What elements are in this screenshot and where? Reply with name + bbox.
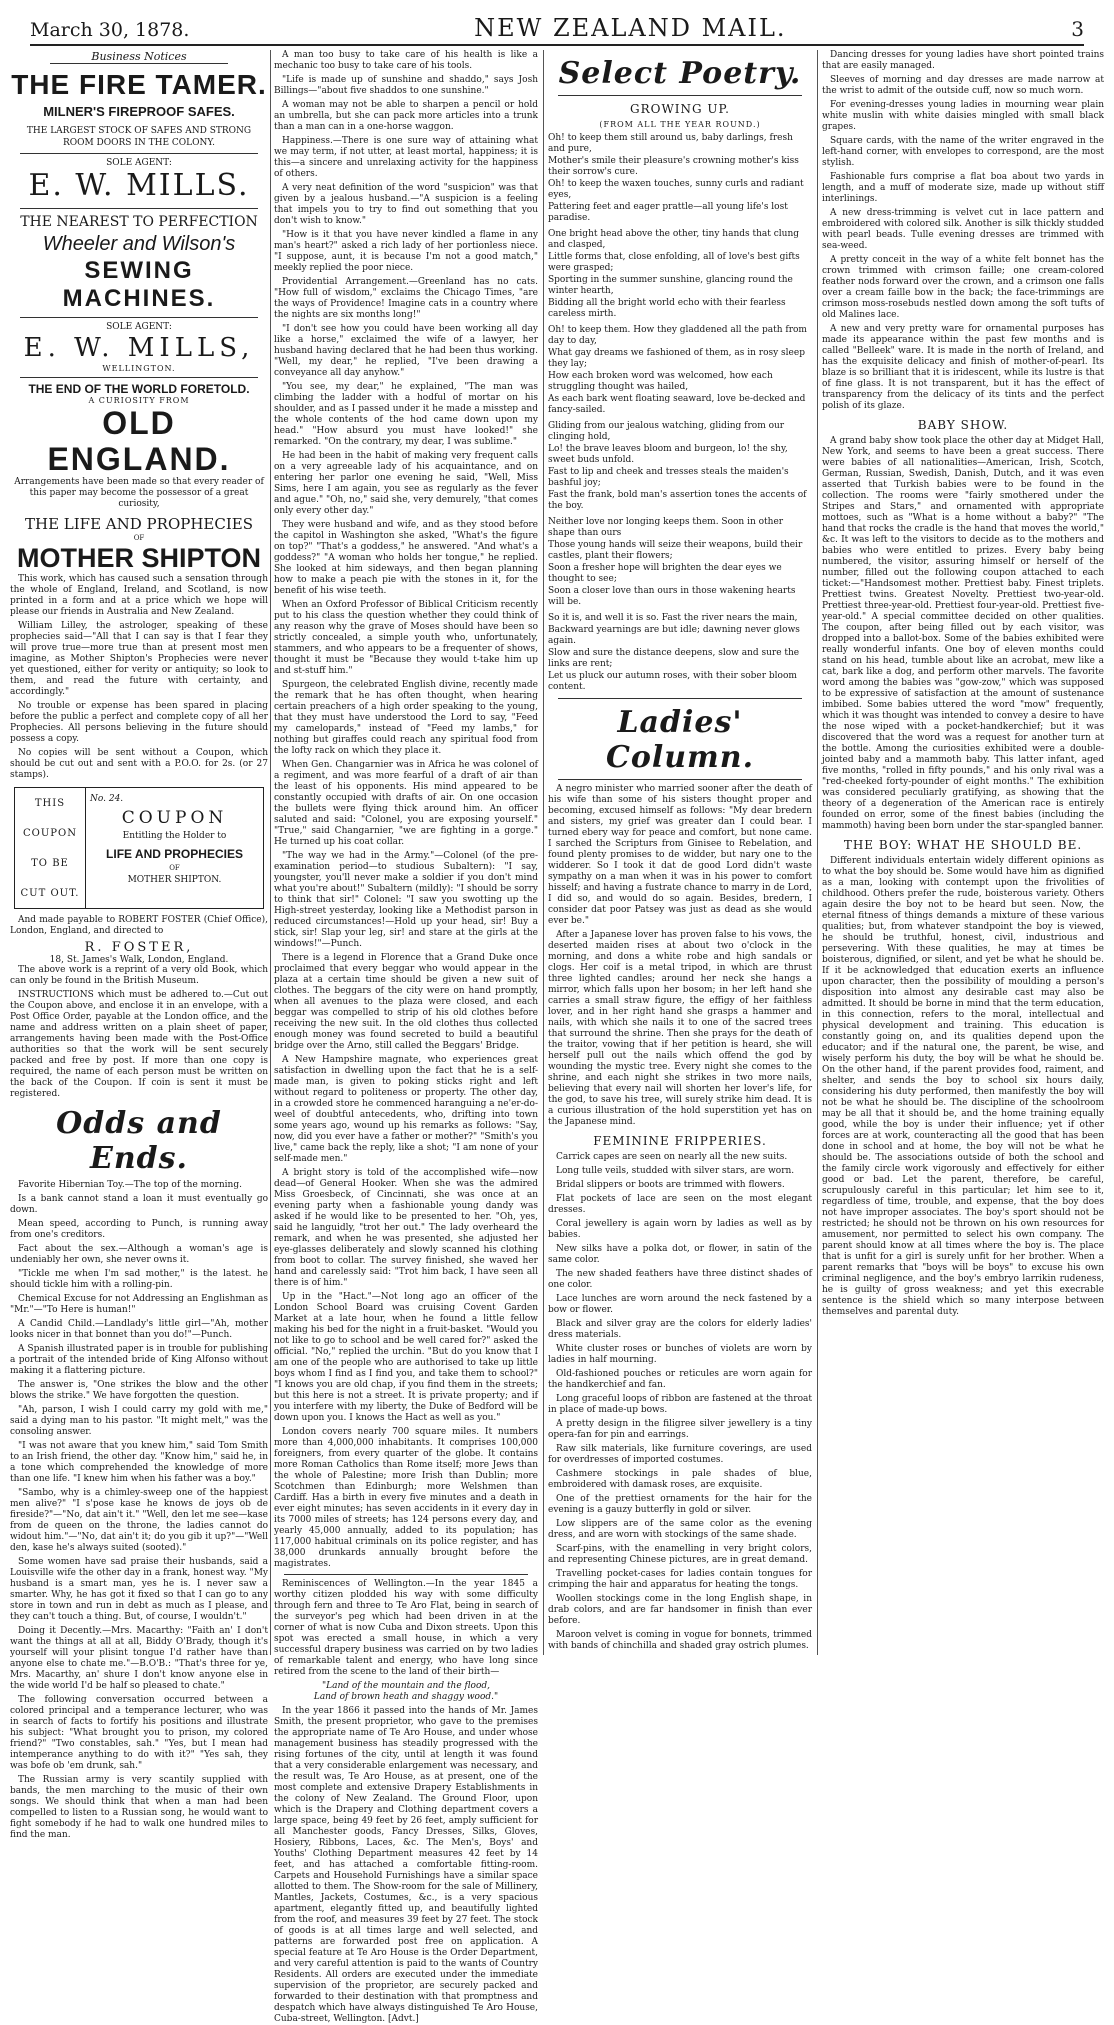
sole-agent-label: SOLE AGENT: [106,158,172,168]
column-3 [548,50,812,1660]
baby-show-heading: BABY SHOW. [917,418,1009,432]
poem-title: GROWING UP. [629,102,730,116]
poem-line: How each broken word was welcomed, how each struggling thought was hailed, [548,371,773,392]
foster-address: 18, St. James's Walk, London, England. [49,955,229,965]
body-paragraph: This work, which has caused such a sensation through the whole of England, Ireland, and Scotland, is now printed in a form and at a price which we hope will please our friends in Australia and New Zealand. [10,574,268,617]
odds-item: Doing it Decently.—Mrs. Macarthy: "Faith an' I don't want the things at all at all, Biddy O'Brady, though it's yourself will your plisint tongue I'd rather have than anyone else to chate me."—B.O'B.: "That's three for ye, Mrs. Macarthy, an' shure I don't know anyone else in the wide world I'd be half so pleased to chate." [10,1626,268,1691]
fashion-item: Long tulle veils, studded with silver stars, are worn. [556,1166,795,1176]
divider [20,153,258,154]
odds-item: The following conversation occurred between a colored principal and a temperance lecturer, who was in search of facts to fortify his positions and illustrate his subject: "What brought you to prison, my colored friend?" "Two constables, sah." "Yes, but I mean had intemperance anything to do with it?" "Yes sah, they was bofe ob 'em drunk, sah." [10,1695,268,1771]
coupon-body [86,788,263,908]
page-number: 3 [1071,17,1084,41]
divider [20,317,258,318]
fashion-item: Coral jewellery is again worn by ladies as well as by babies. [548,1219,812,1240]
coupon-stub-text: TO BE [31,857,69,869]
odds-item: He had been in the habit of making very frequent calls on a very agreeable lady of his acquaintance, and on entering her parlor one evening he said, "Well, Miss Sims, here I am again, you see as regularly as the fever and ague." "Oh, no," said she, very demurely, "that comes only every other day." [274,451,538,516]
coupon-mother: MOTHER SHIPTON. [127,875,222,885]
nearest-perfection: THE NEAREST TO PERFECTION [20,214,258,230]
article-paragraph: A negro minister who married sooner after the death of his wife than some of his sisters thought proper and becoming, excused himself as follows: "My dear bredern and sisters, my grief was greater dan I could bear. I turned ebery way for peace and comfort, but none came. I sarched the Scripturs from Ginisee to Rebelation, and found plenty promises to de widder, but nary one to the widderer. So I took it dat de good Lord didn't waste sympathy on a man when it was in his power to comfort hisself; and having a fustrate chance to marry in de Lord, I did so, and would do so again. Besides, bredern, I consider dat poor Patsey was just as dead as she would ever be." [548,784,812,926]
odds-item: "How is it that you have never kindled a flame in any man's heart?" asked a rich lady of her portionless niece. "I suppose, aunt, it is because I'm not a good match," meekly replied the poor niece. [274,230,538,273]
odds-item: "Ah, parson, I wish I could carry my gold with me," said a dying man to his pastor. "It might melt," was the consoling answer. [10,1405,268,1437]
odds-item: Providential Arrangement.—Greenland has no cats. "How full of wisdom," exclaims the Chicago Times, "are the ways of Providence! Imagine cats in a country where the nights are six months long!" [274,277,538,320]
odds-item: The answer is, "One strikes the blow and the other blows the strike." We have forgotten the question. [10,1380,268,1401]
divider [20,377,258,378]
poem-line: Lo! the brave leaves bloom and burgeon, lo! the shy, sweet buds unfold. [548,444,788,465]
largest-stock: THE LARGEST STOCK OF SAFES AND STRONG ROOM DOORS IN THE COLONY. [26,126,252,148]
odds-item: A New Hampshire magnate, who experiences great satisfaction in dwelling upon the fact that he is a self-made man, is given to poking sticks right and left without regard to politeness or property. The other day, in a crowded store he commenced haranguing a ne'er-do-weel of doubtful antecedents, who, drifting into town some years ago, wound up his remarks as follows: "Say, now, did you ever have a father or mother?" "Smith's you live," came back the reply, like a shot; "I am none of your self-made men." [274,1055,538,1164]
curiosity-label: A CURIOSITY FROM [88,396,190,405]
odds-item: Some women have sad praise their husbands, said a Louisville wife the other day in a frank, honest way. "My husband is a smart man, yes he is. I never saw a smarter. Why, he has got it fixed so that I can go to any store in town and run in debt as much as I please, and they can't touch a thing. But, of course, I wouldn't." [10,1557,268,1622]
poem-line: Slow and sure the distance deepens, slow and sure the links are rent; [548,648,800,669]
fashion-item: Black and silver gray are the colors for elderly ladies' dress materials. [548,1319,812,1340]
coupon-box [14,787,264,909]
odds-item: Favorite Hibernian Toy.—The top of the morning. [18,1180,242,1190]
poem-line: Oh! to keep the waxen touches, sunny curls and radiant eyes, [548,179,804,200]
business-notices-heading: Business Notices [50,50,228,64]
odds-item: A Spanish illustrated paper is in trouble for publishing a portrait of the intended bride of King Alfonso without making it a flattering picture. [10,1344,268,1376]
poem-line: Soon a fresher hope will brighten the dear eyes we thought to see; [548,563,782,584]
poem-line: Neither love nor longing keeps them. Soon in other shape than ours [548,517,784,538]
odds-item: Is a bank cannot stand a loan it must eventually go down. [10,1194,268,1215]
fashion-item: Dancing dresses for young ladies have short pointed trains that are easily managed. [822,50,1104,71]
coupon-stub-text: THIS [34,797,66,809]
select-poetry-heading: Select Poetry. [558,56,802,91]
fashion-item: Old-fashioned pouches or reticules are worn again for the handkerchief and fan. [548,1369,812,1390]
coupon-stub-text: COUPON [23,827,77,839]
odds-item: There is a legend in Florence that a Grand Duke once proclaimed that every beggar who would appear in the plaza at a certain time should be given a new suit of clothes. The beggars of the city were on hand promptly, when all avenues to the plaza were closed, and each beggar was compelled to strip of his old clothes before receiving the new suit. In the old clothes thus collected enough money was found secreted to build a beautiful bridge over the Arno, still called the Beggars' Bridge. [274,953,538,1051]
odds-item: The Russian army is very scantily supplied with bands, the men marching to the music of their own songs. We should think that when a man had been compelled to listen to a Russian song, he would want to fight somebody if he had to walk one hundred miles to find the man. [10,1775,268,1840]
odds-item: "I don't see how you could have been working all day like a horse," exclaimed the wife of a lawyer, her husband having declared that he had been thus working. "Well, my dear," he replied, "I've been drawing a conveyance all day anyhow." [274,324,538,378]
poem-source: (FROM ALL THE YEAR ROUND.) [599,120,761,129]
odds-item: "I was not aware that you knew him," said Tom Smith to an Irish friend, the other day. "Know him," said he, in a tone which comprehended the knowledge of more than one life. "I knew him when his father was a boy." [10,1441,268,1484]
article-paragraph: Different individuals entertain widely different opinions as to what the boy should be. Some would have him as dignified as a man, looking with contempt upon the frivolities of childhood. Others prefer the rude, boisterous variety. Others again desire the boy not to be heard but seen. Now, the eternal fitness of things demands a mixture of these various qualities; but, from whatever standpoint the boy is viewed, he should be truthful, honest, civil, industrious and persevering. With these qualities, he may at times be boisterous, dignified, or silent, and yet be what he should be. If it be acknowledged that education exerts an influence upon character, then the possibility of moulding a person's disposition into almost any desirable cast may also be admitted. It should be borne in mind that the term education, in this connection, refers to the moral, intellectual and physical development and training. This education is constantly going on, and its qualities depend upon the educator; and if the natural one, the parent, be wise, and wisely perform his duty, the boy will be what he should be. On the other hand, if the parent provides food, raiment, and shelter, and sends the boy to school six hours daily, considering his duty performed, then manifestly the boy will not be what he should be. The discipline of the schoolroom may be all that it should be, and the home training equally good, while the boy is under their influence; yet if other forces are at work, counteracting all the good that has been done in school and at home, the boy will not be what he should be. The associations outside of both the school and the family circle work vigorously and effectively for either good or bad. Let the parent, therefore, be careful, scrupulously careful in this particular; let him see to it, regardless of time, trouble, and expense, that the boy does not have improper associates. The boy's sport should not be restricted; he should not be thrown on his own resources for amusement, nor permitted to select his own company. The parent should know at all times where the boy is. The place that is unfit for a girl is surely unfit for her brother. When a parent remarks that "boys will be boys" to excuse his own criminal negligence, and the boy's embryo larrikin rudeness, he is guilty of gross weakness; and yet this execrable sentence is the shield which so many interpose between themselves and parental duty. [822,856,1104,1317]
poem-body [548,133,812,693]
odds-item: "You see, my dear," he explained, "The man was climbing the ladder with a hodful of mortar on his shoulder, and as I passed under it he made a misstep and the whole contents of the hod came down upon my head." "How absurd you must have looked!" she remarked. "On the contrary, my dear, I was sublime." [274,382,538,447]
fashion-item: Flat pockets of lace are seen on the most elegant dresses. [548,1194,812,1215]
poem-line: Pattering feet and eager prattle—all young life's lost paradise. [548,202,788,223]
body-paragraph: No trouble or expense has been spared in placing before the public a perfect and complete copy of all her Prophecies. All persons believing in the future should possess a copy. [10,701,268,744]
odds-item: A bright story is told of the accomplished wife—now dead—of General Hooker. When she was the admired Miss Groesbeck, of Cincinnati, she was once at an evening party when a fashionable young dandy was asked if he would like to be presented to her. "Oh, yes, said he languidly, "trot her out." The lady overheard the remark, and when he was presented, she adjusted her eye-glasses deliberately and slowly scanned his clothing from boot to collar. The survey finished, she waved her hand and carelessly said: "Trot him back, I have seen all there is of him." [274,1168,538,1288]
coupon-life: LIFE AND PROPHECIES [106,847,243,861]
odds-item: A Candid Child.—Landlady's little girl—"Ah, mother looks nicer in that bonnet than you do!"—Punch. [10,1319,268,1340]
poem-line: Gliding from our jealous watching, gliding from our clinging hold, [548,421,785,442]
odds-item: Happiness.—There is one sure way of attaining what we may term, if not utter, at least mortal, happiness; it is this—a sincere and unrelaxing activity for the happiness of others. [274,136,538,179]
fashion-item: White cluster roses or bunches of violets are worn by ladies in half mourning. [548,1344,812,1365]
fashion-item: Carrick capes are seen on nearly all the new suits. [556,1152,788,1162]
divider [558,698,802,699]
poem-line: Fast to lip and cheek and tresses steals the maiden's bashful joy; [548,467,789,488]
of-label: OF [133,534,145,542]
milner-safes: MILNER'S FIREPROOF SAFES. [43,104,235,119]
old-england-heading: OLD ENGLAND. [47,405,231,477]
verse-line: Land of brown heath and shaggy wood." [313,1692,499,1702]
odds-item: "Sambo, why is a chimley-sweep one of the happiest men alive?" "I s'pose kase he knows de joys ob de fireside?"—"No, dat ain't it." "Well, den let me see—kase from de queen on the throne, the ladies cannot do widout him."—"No, dat ain't it; do you gib it up?"—"Well den, kase he's always suited (sooted)." [10,1488,268,1553]
life-prophecies-heading: THE LIFE AND PROPHECIES [24,515,253,533]
odds-item: When an Oxford Professor of Biblical Criticism recently put to his class the question whether they could think of any reason why the grave of Moses should have been so strictly concealed, a simple youth who, unfortunately, stammers, and who appears to be a frequenter of shows, thought it must be "Because they would t-take him up and st-stuff him." [274,600,538,676]
coupon-entitling: Entitling the Holder to [122,831,227,841]
fashion-item: A pretty design in the filigree silver jewellery is a tiny opera-fan for pin and earrings. [548,1419,812,1440]
poem-line: Backward yearnings are but idle; dawning never glows again. [548,625,800,646]
odds-item: A man too busy to take care of his health is like a mechanic too busy to take care of his tools. [274,50,538,71]
sole-agent-label-2: SOLE AGENT: [106,322,172,332]
body-paragraph: The above work is a reprint of a very old Book, which can only be found in the British Museum. [10,965,268,986]
article-paragraph: A grand baby show took place the other day at Midget Hall, New York, and seems to have been a great success. There were babies of all nationalities—American, Irish, Scotch, German, Russian, Swedish, Danish, Dutch, and it was even asserted that Turkish babies were to be found in the collection. The rooms were "fairly smothered under the Stripes and Stars," and ornamented with appropriate mottoes, such as "What is a home without a baby?" "The hand that rocks the cradle is the hand that moves the world," &c. It was left to the visitors to decide as to the mothers and babies who were entitled to prizes. Every baby being numbered, the visitor, assuring himself or herself of the number, filled out the following coupon attached to each ticket:—"Handsomest mother. Prettiest baby. Finest triplets. Prettiest twins. Greatest Novelty. Prettiest two-year-old. Prettiest three-year-old. Prettiest four-year-old. Prettiest five-year-old." A special committee decided on other qualities. The coupon, after being filled out by each visitor, was dropped into a ballot-box. Some of the babies exhibited were really wonderful infants. One boy of eleven months could stand on his head, tumble about like an acrobat, mew like a cat, bark like a dog, and perform other marvels. The favorite word among the babies was "gow-zow," which was supposed to be expressive of satisfaction at the amount of sustenance imbibed. Some babies uttered the word "mow" frequently, which it was thought was intended to convey a desire to have the nose wiped with a pocket-handkerchief; but it was discovered that the word was a request for another turn at the bottle. Among the curiosities exhibited were a double-jointed baby and a mammoth baby. This latter infant, aged five months, "rolled in fifty pounds," and his only rival was a "red-cheeked forty-pounder of eight months." The exhibition was considered peculiarly gratifying, as showing that the theory of a degeneration of the American race is entirely founded on error, some of the finest babies (including the mammoth) having been born under the star-spangled banner. [822,436,1104,831]
verse-line: "Land of the mountain and the flood, [321,1681,491,1691]
end-world-heading: THE END OF THE WORLD FORETOLD. [28,382,250,396]
fashion-item: Scarf-pins, with the enamelling in very bright colors, and representing Chinese pictures, are in great demand. [548,1544,812,1565]
fashion-item: Maroon velvet is coming in vogue for bonnets, trimmed with bands of chinchilla and shaded gray ostrich plumes. [548,1630,812,1651]
poem-line: Mother's smile their pleasure's crowning mother's kiss their sorrow's cure. [548,156,799,177]
odds-item: A woman may not be able to sharpen a pencil or hold an umbrella, but she can pack more articles into a trunk than a man can in a one-horse waggon. [274,100,538,132]
divider [558,779,802,780]
column-2 [274,50,538,2024]
poem-line: Bidding all the bright world echo with their fearless careless mirth. [548,298,786,319]
agent-name-2: E. W. MILLS, [23,333,255,363]
wheeler-wilson: Wheeler and Wilson's [42,233,236,255]
odds-ends-heading: Odds and Ends. [56,1106,222,1176]
poem-line: Those young hands will seize their weapons, build their castles, plant their flowers; [548,540,803,561]
fashion-item: A new dress-trimming is velvet cut in lace pattern and embroidered with colored silk. Another is silk thickly studded with pearl beads. Tulle evening dresses are trimmed with sea-weed. [822,208,1104,251]
odds-item: They were husband and wife, and as they stood before the capitol in Washington she asked, "What's the figure on top?" "That's a goddess," he answered. "And what's a goddess?" "A woman who holds her tongue," he replied. She looked at him sideways, and then began planning how to make a peach pie with the stones in it, for the benefit of his wise teeth. [274,520,538,596]
fire-tamer-heading: THE FIRE TAMER. [11,69,267,100]
agent-location: WELLINGTON. [102,364,176,373]
odds-item: "The way we had in the Army."—Colonel (of the pre-examination period—to studious Subaltern): "I say, youngster, you'll never make a soldier if you don't mind what you're about!" Subaltern (mildly): "I should be sorry to think that sir!" Colonel: "I saw you swotting up the High-street yesterday, looking like a Methodist parson in reduced circumstances!—Hold up your head, sir! Buy a stick, sir! Slap your leg, sir! and stare at the girls at the windows!"—Punch. [274,851,538,949]
poem-line: Sporting in the summer sunshine, glancing round the winter hearth, [548,275,793,296]
odds-item: Spurgeon, the celebrated English divine, recently made the remark that he has often thought, when hearing certain preachers of a high order speaking to the young, that they must have understood the Lord to say, "Feed my camelopards," instead of "Feed my lambs," for nothing but giraffes could reach any spiritual food from the lofty rack on which they place it. [274,680,538,756]
poem-line: Little forms that, close enfolding, all of love's best gifts were grasped; [548,252,800,273]
odds-item: Mean speed, according to Punch, is running away from one's creditors. [10,1219,268,1240]
fashion-item: Lace lunches are worn around the neck fastened by a bow or flower. [548,1294,812,1315]
odds-item: London covers nearly 700 square miles. It numbers more than 4,000,000 inhabitants. It comprises 100,000 foreigners, from every quarter of the globe. It contains more Roman Catholics than Rome itself; more Jews than the whole of Palestine; more Irish than Dublin; more Scotchmen than Edinburgh; more Welshmen than Cardiff. Has a birth in every five minutes and a death in ever eight minutes; has seven accidents in it every day in its 7000 miles of streets; has 124 persons every day, and yearly 45,000 annually, added to its population; has 117,000 habitual criminals on its police register, and has 38,000 drunkards annually brought before the magistrates. [274,1427,538,1569]
poem-line: So it is, and well it is so. Fast the river nears the main, [548,613,798,623]
fashion-item: A new and very pretty ware for ornamental purposes has made its appearance within the past few months and is called "Belleek" ware. It is made in the north of Ireland, and has the exquisite delicacy and finish of mother-of-pearl. Its blaze is so brilliant that it is iridescent, while its lustre is that of fine glass. It is not transparent, but it has the effect of transparency from the delicacy of its tints and the perfect polish of its glaze. [822,324,1104,411]
advertorial-paragraph: Reminiscences of Wellington.—In the year 1845 a worthy citizen plodded his way with some difficulty through fern and three to Te Aro Flat, being in search of the surveyor's peg which had been driven in at the corner of what is now Cuba and Dixon streets. Upon this spot was erected a small house, in which a very successful drapery business was carried on by two ladies of remarkable talent and energy, who have long since retired from the scene to the land of their birth— [274,1579,538,1677]
fashion-item: One of the prettiest ornaments for the hair for the evening is a gauzy butterfly in gold or silver. [548,1494,812,1515]
columns [0,50,1114,2024]
mother-shipton-heading: MOTHER SHIPTON [16,543,261,573]
fashion-item: Woollen stockings come in the long English shape, in drab colors, and are far handsomer in finish than ever before. [548,1594,812,1626]
body-paragraph: INSTRUCTIONS which must be adhered to.—Cut out the Coupon above, and enclose it in an envelope, with a Post Office Order, payable at the London office, and the name and address written on a plain sheet of paper, arrangements having been made with the Post-Office authorities so that the work will be sent securely packed and free by post. If more than one copy is required, the name of each person must be written on the back of the Coupon. If coin is sent it must be registered. [10,990,268,1099]
poem-line: Oh! to keep them still around us, baby darlings, fresh and pure, [548,133,793,154]
poem-line: Oh! to keep them. How they gladdened all the path from day to day, [548,325,807,346]
article-paragraph: After a Japanese lover has proven false to his vows, the deserted maiden rises at about two o'clock in the morning, and dons a white robe and high sandals or clogs. Her coif is a metal tripod, in which are thrust three lighted candles; around her neck she hangs a mirror, which falls upon her bosom; in her left hand she carries a small straw figure, the effigy of her faithless lover, and in her right hand she grasps a hammer and nails, with which she nails it to one of the sacred trees that surround the shrine. Then she prays for the death of the traitor, vowing that if her petition is heard, she will herself pull out the nails which offend the god by wounding the mystic tree. Every night she comes to the shrine, and each night she strikes in two more nails, believing that every nail will shorten her lover's life, for the god, to save his tree, will surely strike him dead. It is a curious illustration of the hold superstition yet has on the Japanese mind. [548,930,812,1127]
ladies-column-heading: Ladies' Column. [605,705,755,775]
arrangements-text: Arrangements have been made so that every reader of this paper may become the possessor of a great curiosity, [14,477,264,509]
newspaper-title: NEW ZEALAND MAIL. [474,14,787,42]
fashion-item: The new shaded feathers have three distinct shades of one color. [548,1269,812,1290]
poem-line: Soon a closer love than ours in those wakening hearts will be. [548,586,796,607]
fashion-item: Fashionable furs comprise a flat boa about two yards in length, and a muff of moderate size, made up without stiff interlinings. [822,172,1104,204]
odds-item: "Tickle me when I'm sad mother," is the latest. he should tickle him with a rolling-pin. [10,1269,268,1290]
poem-line: Fast the frank, bold man's assertion tones the accents of the boy. [548,490,807,511]
foster-name: R. FOSTER, [84,940,194,955]
masthead [30,14,1084,46]
coupon-of: OF [169,864,180,872]
body-paragraph: No copies will be sent without a Coupon, which should be cut out and sent with a P.O.O. for 2s. (or 27 stamps). [10,748,268,780]
poem-line: What gay dreams we fashioned of them, as in rosy sleep they lay; [548,348,805,369]
fashion-item: Long graceful loops of ribbon are fastened at the throat in place of made-up bows. [548,1394,812,1415]
odds-item: Up in the "Hact."—Not long ago an officer of the London School Board was cruising Covent Garden Market at a late hour, when he found a little fellow making his bed for the night in a fruit-basket. "Would you not like to go to school and be well cared for?" asked the official. "No," replied the urchin. "But do you know that I am one of the people who are authorised to take up little boys whom I find as I find you, and take them to school?" "I knows you are old chap, if you find them in the streets; but this here is not a street. It is private property; and if you interfere with my liberty, the Duke of Bedford will be down upon you. I knows the Hact as well as you." [274,1292,538,1423]
column-1 [10,50,268,1840]
column-4 [822,50,1104,1660]
fashion-item: Raw silk materials, like furniture coverings, are used for overdresses of imported costumes. [548,1444,812,1465]
issue-date: March 30, 1878. [30,19,190,41]
fashion-item: New silks have a polka dot, or flower, in satin of the same color. [548,1244,812,1265]
sewing-machines: SEWING MACHINES. [62,257,216,312]
fashion-item: Cashmere stockings in pale shades of blue, embroidered with damask roses, are exquisite. [548,1469,812,1490]
fashion-item: Bridal slippers or boots are trimmed with flowers. [556,1180,785,1190]
divider [558,95,802,96]
coupon-number: No. 24. [90,794,124,804]
odds-item: When Gen. Changarnier was in Africa he was colonel of a regiment, and was more fearful of a draft of air than the least of his opponents. His mind appeared to be constantly occupied with drafts of air. On one occasion the bullets were flying thick around him. An officer saluted and said: "Colonel, you are exposing yourself." "True," said Changarnier, "we are fighting in a gorge." He turned up his coat collar. [274,760,538,847]
divider [20,208,258,209]
body-paragraph: William Lilley, the astrologer, speaking of these prophecies said—"All that I can say is that I fear they will prove true—more true than at present most men imagine, as Mother Shipton's Prophecies were never yet questioned, either for verity or antiquity; so look to them, and read the future with certainty, and accordingly." [10,621,268,697]
poem-line: As each bark went floating seaward, love be-decked and fancy-sailed. [548,394,806,415]
odds-item: A very neat definition of the word "suspicion" was that given by a jealous husband.—"A suspicion is a feeling that impels you to try to find out something that you don't wish to know." [274,183,538,226]
coupon-stub [15,788,86,908]
poem-line: One bright head above the other, tiny hands that clung and clasped, [548,229,800,250]
odds-item: "Life is made up of sunshine and shaddo," says Josh Billings—"about five shaddos to one sunshine." [274,75,538,96]
coupon-title: COUPON [121,808,228,828]
fashion-item: Travelling pocket-cases for ladies contain tongues for crimping the hair and apparatus for heating the tongs. [548,1569,812,1590]
body-paragraph: And made payable to ROBERT FOSTER (Chief Office), London, England, and directed to [10,915,268,936]
divider [284,1574,528,1575]
fashion-item: Low slippers are of the same color as the evening dress, and are worn with stockings of the same shade. [548,1519,812,1540]
fashion-item: For evening-dresses young ladies in mourning wear plain white muslin with white daisies mingled with small black grapes. [822,100,1104,132]
odds-item: Chemical Excuse for not Addressing an Englishman as "Mr."—"To Here is human!" [10,1294,268,1315]
poem-line: Let us pluck our autumn roses, with their sober bloom content. [548,671,797,692]
odds-item: Fact about the sex.—Although a woman's age is undeniably her own, she never owns it. [10,1244,268,1265]
coupon-stub-text: CUT OUT. [20,887,80,899]
advertorial-paragraph: In the year 1866 it passed into the hands of Mr. James Smith, the present proprietor, who gave to the premises the appropriate name of Te Aro House, and under whose management business has steadily progressed with the rising fortunes of the city, until at length it was found that a very considerable enlargement was necessary, and the result was, Te Aro House, as at present, one of the most complete and extensive Drapery Establishments in the colony of New Zealand. The Ground Floor, upon which is the Drapery and Clothing department covers a large space, being 49 feet by 26 feet, amply sufficient for all Manchester goods, Fancy Dresses, Silks, Gloves, Hosiery, Ribbons, Laces, &c. The Men's, Boys' and Youths' Clothing Department measures 42 feet by 14 feet, and has attached a comfortable fitting-room. Carpets and Household Furnishings have a similar space allotted to them. The Show-room for the sale of Millinery, Mantles, Jackets, Costumes, &c., is a very spacious apartment, elegantly fitted up, and beautifully lighted from the roof, and measures 39 feet by 27 feet. The stock of goods is at all times large and well selected, and patterns are forwarded post free on application. A special feature at Te Aro House is the Order Department, and very careful attention is paid to the wants of Country Residents. All orders are executed under the immediate supervision of the proprietor, are securely packed and forwarded to their destination with that promptness and despatch which have always distinguished Te Aro House, Cuba-street, Wellington. [Advt.] [274,1706,538,2024]
boy-heading: THE BOY: WHAT HE SHOULD BE. [843,838,1083,852]
fashion-item: Sleeves of morning and day dresses are made narrow at the wrist to admit of the outside cuff, now so much worn. [822,75,1104,96]
agent-name: E. W. MILLS. [28,168,250,203]
feminine-fripperies-heading: FEMININE FRIPPERIES. [593,1134,767,1148]
fashion-item: A pretty conceit in the way of a white felt bonnet has the crown trimmed with crimson faille; one cream-colored feather nods forward over the crown, and a crimson one falls over a cream faille bow in the back; the face-trimmings are crimson moss-rosebuds nestled down among the soft tufts of old Malines lace. [822,255,1104,320]
fashion-item: Square cards, with the name of the writer engraved in the left-hand corner, with envelopes to correspond, are the most stylish. [822,136,1104,168]
